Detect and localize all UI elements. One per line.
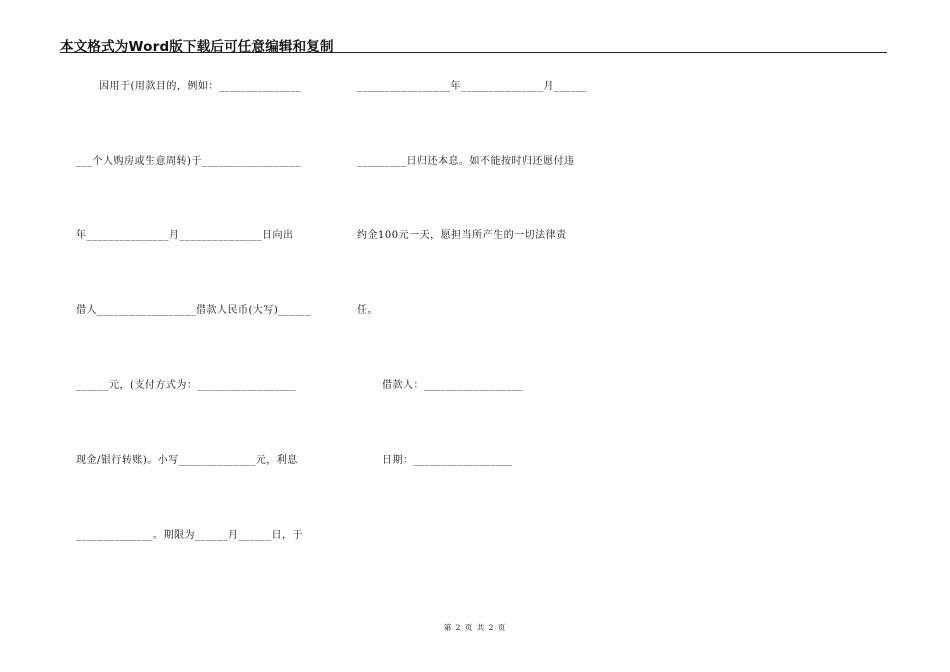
left-line-2: ___个人购房或生意周转)于__________________: [76, 156, 301, 167]
left-line-5: ______元，(支付方式为：__________________: [76, 380, 297, 391]
header-divider: [60, 52, 887, 53]
page-number: 第 2 页 共 2 页: [443, 623, 507, 632]
date-line: 日期：__________________: [382, 455, 513, 466]
left-line-3: 年_______________月_______________日向出: [76, 230, 294, 241]
right-line-1: _________________年_______________月______: [357, 81, 587, 92]
borrower-signature-line: 借款人：__________________: [382, 380, 523, 391]
left-line-4: 借人__________________借款人民币(大写)______: [76, 305, 312, 316]
page-header-title: 本文格式为Word版下载后可任意编辑和复制: [60, 39, 334, 55]
right-line-2: _________日归还本息。如不能按时归还愿付违: [357, 156, 575, 167]
left-line-6: 现金/银行转账)。小写______________元，利息: [76, 455, 298, 466]
left-line-1: 因用于(用款目的，例如：_______________: [99, 81, 302, 92]
right-line-3: 约金100元一天，愿担当所产生的一切法律责: [357, 230, 567, 241]
right-line-4: 任。: [357, 305, 378, 316]
left-line-7: ______________。期限为______月______日，于: [76, 530, 303, 541]
